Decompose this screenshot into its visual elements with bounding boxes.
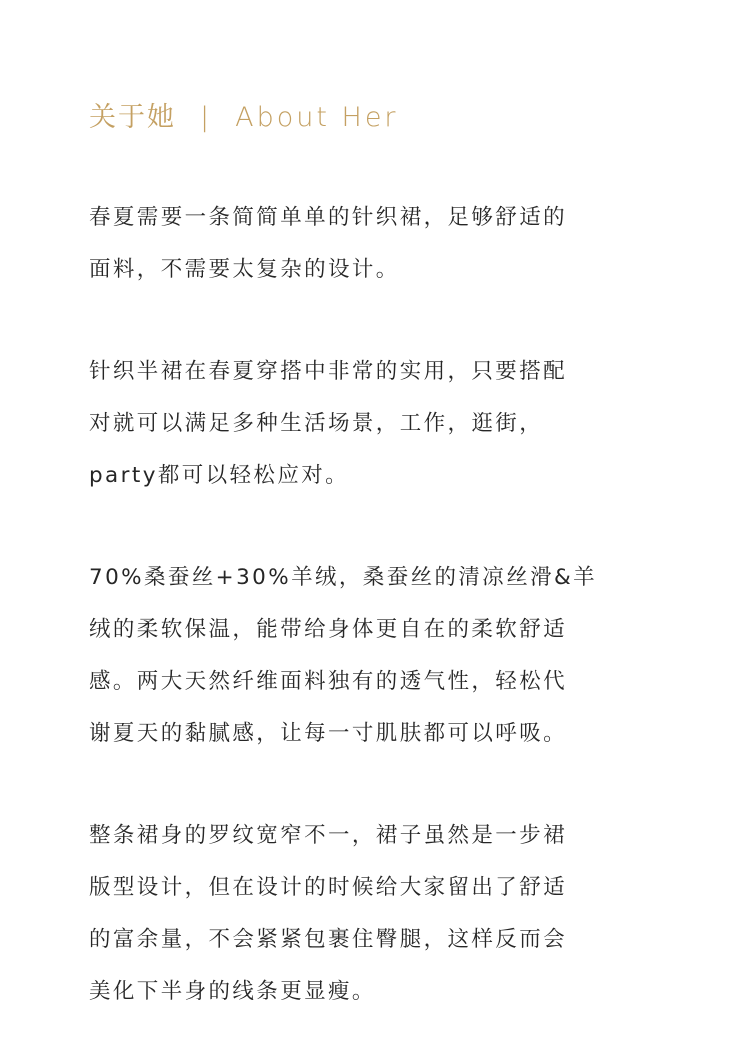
paragraph-styling: [89, 346, 649, 502]
paragraph-line: 谢夏天的黏腻感，让每一寸肌肤都可以呼吸。: [89, 721, 568, 746]
paragraph-design: [89, 810, 649, 1018]
paragraph-line: 对就可以满足多种生活场景，工作，逛街，: [89, 411, 544, 436]
heading-separator: |: [200, 102, 212, 133]
paragraph-line: 针织半裙在春夏穿搭中非常的实用，只要搭配: [89, 359, 568, 384]
paragraph-line: 70%桑蚕丝+30%羊绒，桑蚕丝的清凉丝滑&羊: [89, 565, 598, 590]
paragraph-intro: [89, 192, 649, 296]
heading-chinese: 关于她: [89, 102, 176, 133]
paragraph-line: 美化下半身的线条更显瘦。: [89, 979, 376, 1004]
section-heading: [89, 98, 399, 138]
paragraph-line: 感。两大天然纤维面料独有的透气性，轻松代: [89, 669, 568, 694]
heading-english: About Her: [235, 102, 399, 133]
paragraph-line: 的富余量，不会紧紧包裹住臀腿，这样反而会: [89, 927, 568, 952]
paragraph-line: 春夏需要一条简简单单的针织裙，足够舒适的: [89, 205, 568, 230]
paragraph-line: party都可以轻松应对。: [89, 463, 350, 488]
paragraph-line: 整条裙身的罗纹宽窄不一，裙子虽然是一步裙: [89, 823, 568, 848]
paragraph-material: [89, 552, 649, 760]
paragraph-line: 面料，不需要太复杂的设计。: [89, 257, 400, 282]
paragraph-line: 绒的柔软保温，能带给身体更自在的柔软舒适: [89, 617, 568, 642]
paragraph-line: 版型设计，但在设计的时候给大家留出了舒适: [89, 875, 568, 900]
